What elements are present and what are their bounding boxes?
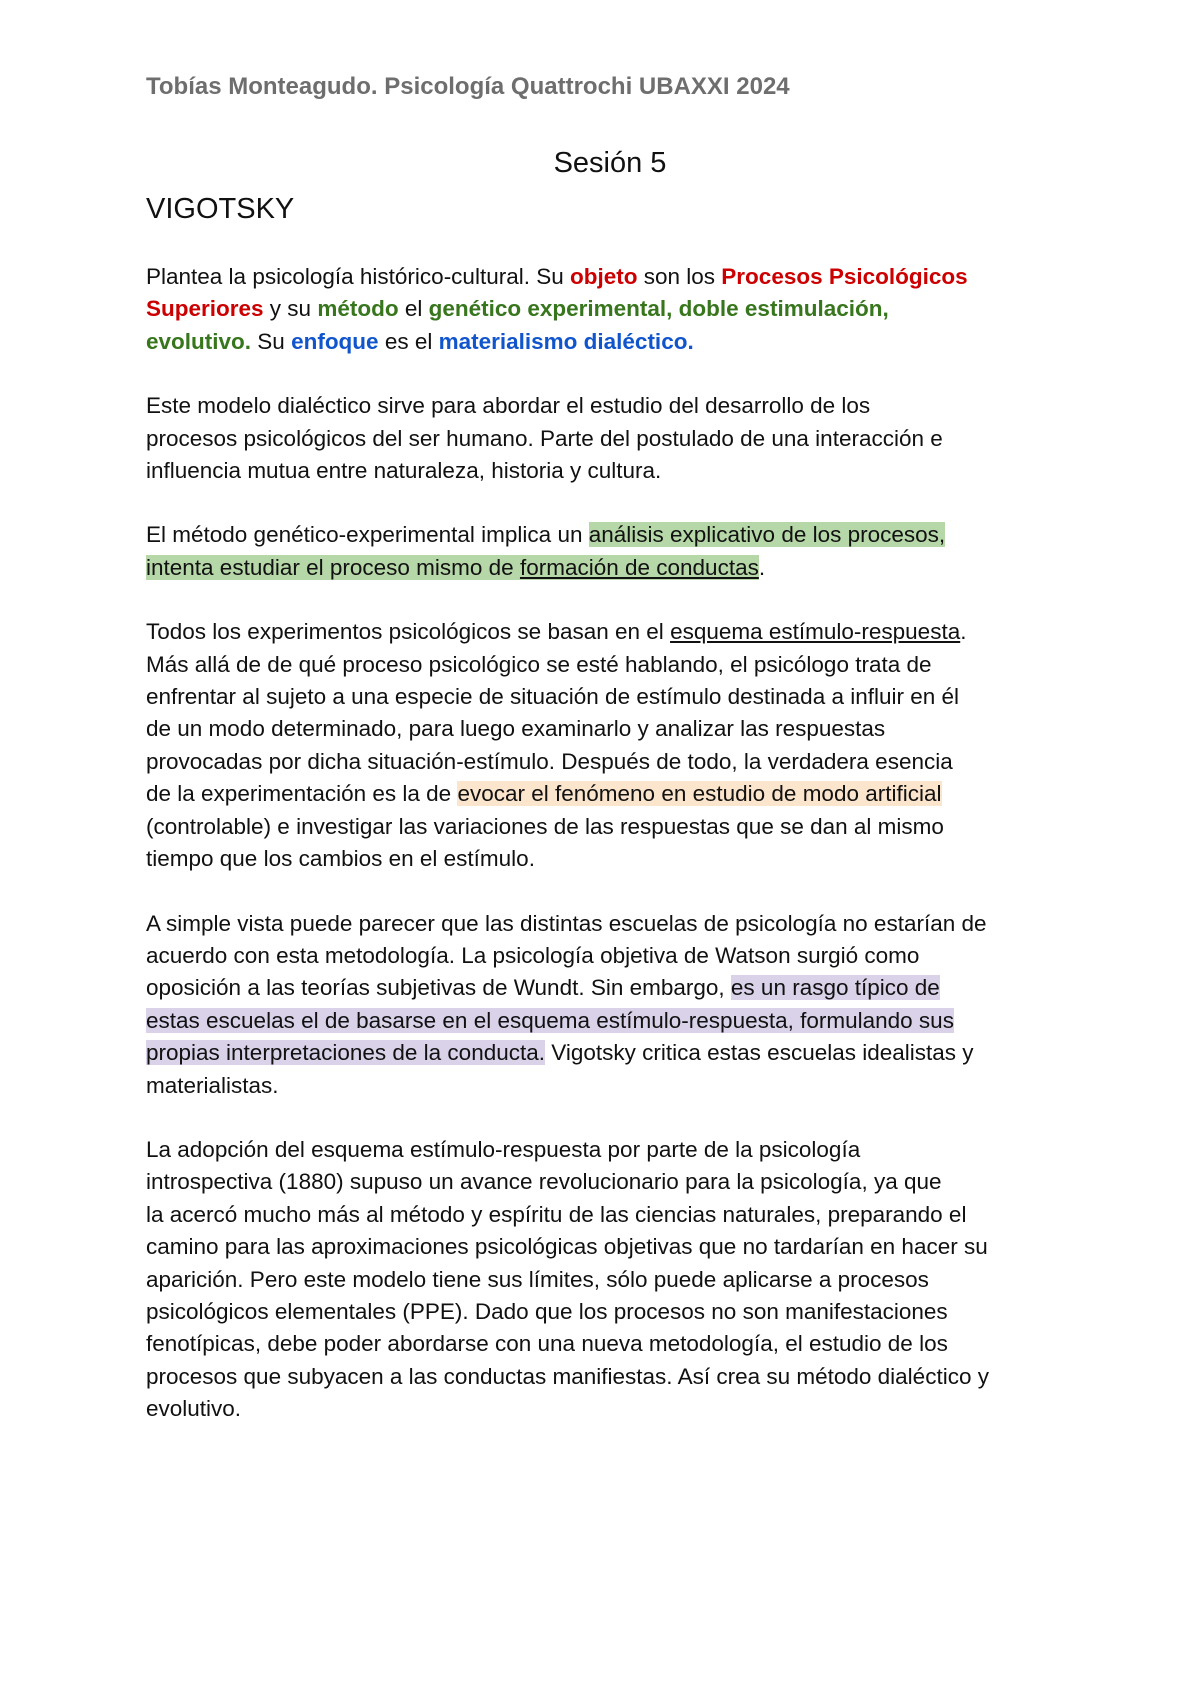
text-run: genético experimental, doble estimulación, evolutivo. xyxy=(146,296,889,354)
text-run: son los xyxy=(637,264,722,289)
text-run: materialismo dialéctico. xyxy=(438,328,694,354)
text-run: Plantea la psicología xyxy=(146,264,360,289)
text-run: analizar las respuestas provocadas xyxy=(146,716,886,774)
text-run: Este xyxy=(146,393,198,419)
paragraph-6 xyxy=(146,1134,1074,1426)
text-run: Parte del postulado de una interacción e influencia mutua entre naturaleza, historia y cultura. xyxy=(146,425,943,484)
text-run: avance revolucionario para la psicología xyxy=(459,1169,862,1195)
text-run: enfoque xyxy=(291,328,379,354)
text-run: objeto xyxy=(570,264,638,289)
text-run: , el estudio de los procesos que subyacen a las conductas manifiestas. Así crea su método dialéctico y evolutivo. xyxy=(146,1331,989,1422)
text-run: el xyxy=(398,296,429,322)
text-run: Su xyxy=(251,328,292,354)
paragraph-3 xyxy=(146,519,1074,584)
text-run: es el xyxy=(378,328,439,354)
text-run: Vigotsky critica estas escuelas idealistas y materialistas. xyxy=(146,1040,974,1098)
text-run: esquema estímulo-respuesta xyxy=(311,1136,602,1162)
text-run: sirve para abordar el estudio del xyxy=(371,393,706,419)
text-run: evocar el fenómeno en estudio de modo artificial xyxy=(457,781,942,807)
text-run: A simple vista puede parecer que las distintas escuelas de psicología no estarían de acuerdo con esta metodología. xyxy=(146,910,987,968)
text-run: desarrollo de los procesos psicológicos del ser humano. xyxy=(146,393,871,451)
text-run: La adopción del xyxy=(146,1136,312,1162)
paragraph-2 xyxy=(146,390,1074,487)
text-run: análisis explicativo de los procesos xyxy=(588,522,939,548)
text-run: nueva metodología xyxy=(581,1331,773,1357)
text-run: . Más allá de de qué proceso psicológico se esté hablando, el psicólogo trata de enfrentar al sujeto a una especie de xyxy=(146,619,967,710)
session-title: Sesión 5 xyxy=(553,147,667,179)
text-run: (controlable) e investigar las variaciones de las respuestas que se dan al mismo tiempo que los cambios en el estímulo. xyxy=(146,813,944,872)
text-run: por dicha situación-estímulo. Después de todo, la verdadera esencia de la experimentación es la de xyxy=(146,748,953,807)
text-run: El método genético-experimental implica un xyxy=(146,522,589,548)
section-heading: VIGOTSKY xyxy=(146,193,295,225)
text-run: destinada a influir en él de un modo determinado, para luego examinarlo y xyxy=(146,684,960,742)
text-run: y su xyxy=(263,296,318,322)
text-run: , ya que la acercó mucho más al método y espíritu de las ciencias naturales, preparando el camino para las aproximaciones psicológicas objetivas que no tardarían en hacer su aparición. Pero este modelo tiene sus límites, sólo puede aplicarse a procesos psicológicos elementales (PPE). Dado que los procesos no son manifestaciones fenotípicas, debe poder abordarse con una xyxy=(146,1169,988,1357)
text-run: método xyxy=(317,296,399,322)
text-run: Todos los experimentos psicológicos se basan en el xyxy=(146,619,671,645)
text-run: modelo dialéctico xyxy=(197,393,372,419)
text-run: La psicología objetiva de Watson surgió como oposición a las teorías subjetivas de Wundt. xyxy=(146,942,920,1001)
paragraph-5 xyxy=(146,908,1074,1102)
text-run: es un rasgo típico de estas escuelas el de basarse en el esquema estímulo-respuesta, formulando sus propias interpretaciones de la conducta. xyxy=(146,975,954,1066)
text-run: Su xyxy=(529,264,570,289)
text-run: Sin embargo, xyxy=(584,975,731,1001)
paragraph-1 xyxy=(146,261,1074,358)
text-run: , intenta estudiar el proceso mismo de xyxy=(146,522,946,580)
text-run: por parte de la psicología introspectiva (1880) supuso un xyxy=(146,1136,861,1195)
paragraph-4 xyxy=(146,616,1074,875)
text-run: Procesos Psicológicos Superiores xyxy=(146,264,968,322)
text-run: . xyxy=(758,554,766,580)
text-run: esquema estímulo-respuesta xyxy=(670,619,961,645)
document-header: Tobías Monteagudo. Psicología Quattrochi UBAXXI 2024 xyxy=(146,73,790,100)
text-run: situación de estímulo xyxy=(510,684,722,710)
text-run: formación de conductas xyxy=(519,554,759,580)
text-run: histórico-cultural. xyxy=(359,264,530,289)
